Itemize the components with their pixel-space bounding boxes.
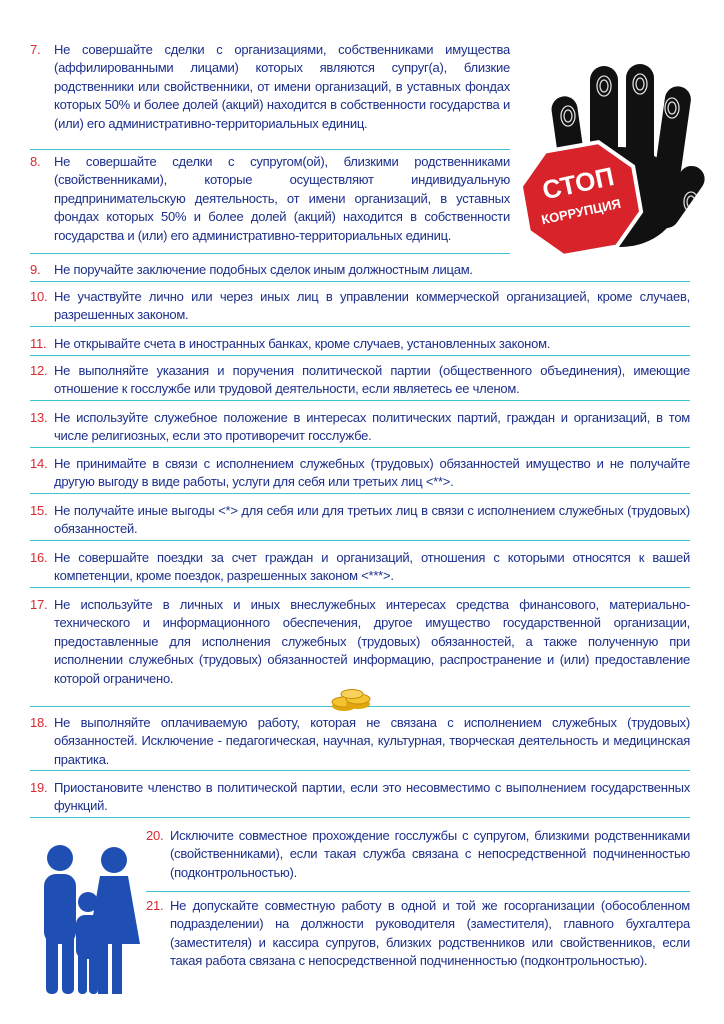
item-number: 7. [30,42,41,57]
item-text: Не открывайте счета в иностранных банках, кроме случаев, установленных законом. [54,336,551,351]
item-text: Не принимайте в связи с исполнением служебных (трудовых) обязанностей имущество и не получайте другую выгоду в виде работы, услуги для себя или третьих лиц <**>. [54,456,690,490]
item-text: Не совершайте сделки с организациями, собственниками имущества (аффилированными лицами) которых являются супруг(а), близкие родственники или свойственники, от имени организаций, в уставных фондах которых 50% и более долей (акций) находится в собственности государства и (или) его административно-территориальных единиц. [54,42,510,131]
list-item-14 [30,455,690,494]
item-number: 21. [146,898,164,913]
item-text: Не используйте в личных и иных внеслужебных интересах средства финансового, материально-технического и информационного обеспечения, другое имущество государственной организации, предоставленные для исполнения служебных (трудовых) обязанностей, а также полученную при исполнении служебных (трудовых) обязанностей информацию, распространение и (или) предоставление которой ограничено. [54,597,690,686]
item-text: Не участвуйте лично или через иных лиц в управлении коммерческой организацией, кроме случаев, разрешенных законом. [54,289,690,323]
item-text: Не поручайте заключение подобных сделок иным должностным лицам. [54,262,473,277]
list-item-15 [30,502,690,541]
list-item-16 [30,549,690,588]
item-text: Приостановите членство в политической партии, если это несовместимо с выполнением государственных функций. [54,780,690,814]
item-number: 20. [146,828,164,843]
item-text: Не выполняйте оплачиваемую работу, которая не связана с исполнением служебных (трудовых) обязанностей. Исключение - педагогическая, научная, культурная, творческая деятельность и медицинская практика. [54,715,690,767]
item-number: 10. [30,289,48,304]
item-number: 19. [30,780,48,795]
list-item-11 [30,335,690,356]
item-number: 8. [30,154,41,169]
family-icon [30,840,150,1000]
item-text: Не совершайте поездки за счет граждан и организаций, отношения с которыми относятся к вашей компетенции, кроме поездок, разрешенных законом <***>. [54,550,690,584]
list-item-8 [30,153,510,254]
list-item-18 [30,714,690,771]
item-number: 14. [30,456,48,471]
list-item-21 [146,897,690,981]
item-number: 18. [30,715,48,730]
item-text: Не допускайте совместную работу в одной и той же госорганизации (обособленном подразделении) на должности руководителя (заместителя), главного бухгалтера (заместителя) и кассира супругов, близких родственников или свойственников, если такая работа связана с непосредственной подчиненностью (подконтрольностью). [170,898,690,969]
coins-icon [330,688,372,712]
item-text: Не используйте служебное положение в интересах политических партий, граждан и организаций, в том числе религиозных, если это противоречит госслужбе. [54,410,690,444]
list-item-19 [30,779,690,818]
item-number: 15. [30,503,48,518]
item-number: 9. [30,262,41,277]
stop-hand-icon [516,52,712,270]
stop-text: СТОП [539,161,617,206]
item-text: Не получайте иные выгоды <*> для себя или для третьих лиц в связи с исполнением служебных (трудовых) обязанностей. [54,503,690,537]
item-number: 16. [30,550,48,565]
item-number: 13. [30,410,48,425]
item-text: Не выполняйте указания и поручения политической партии (общественного объединения), имеющие отношение к госслужбе или трудовой деятельности, если являетесь ее членом. [54,363,690,397]
item-number: 12. [30,363,48,378]
item-number: 11. [30,336,47,351]
list-item-20 [146,827,690,892]
list-item-10 [30,288,690,327]
item-number: 17. [30,597,48,612]
list-item-13 [30,409,690,448]
list-item-7 [30,41,510,150]
corruption-text: КОРРУПЦИЯ [539,195,623,228]
item-text: Не совершайте сделки с супругом(ой), близкими родственниками (свойственниками), которые осуществляют индивидуальную предпринимательскую деятельность, от имени организаций, в уставных фондах которых 50% и более долей (акций) находится в собственности государства и (или) его административно-территориальных единиц. [54,154,510,243]
list-item-12 [30,362,690,401]
item-text: Исключите совместное прохождение госслужбы с супругом, близкими родственниками (свойственниками), если такая служба связана с непосредственной подчиненностью (подконтрольностью). [170,828,690,880]
